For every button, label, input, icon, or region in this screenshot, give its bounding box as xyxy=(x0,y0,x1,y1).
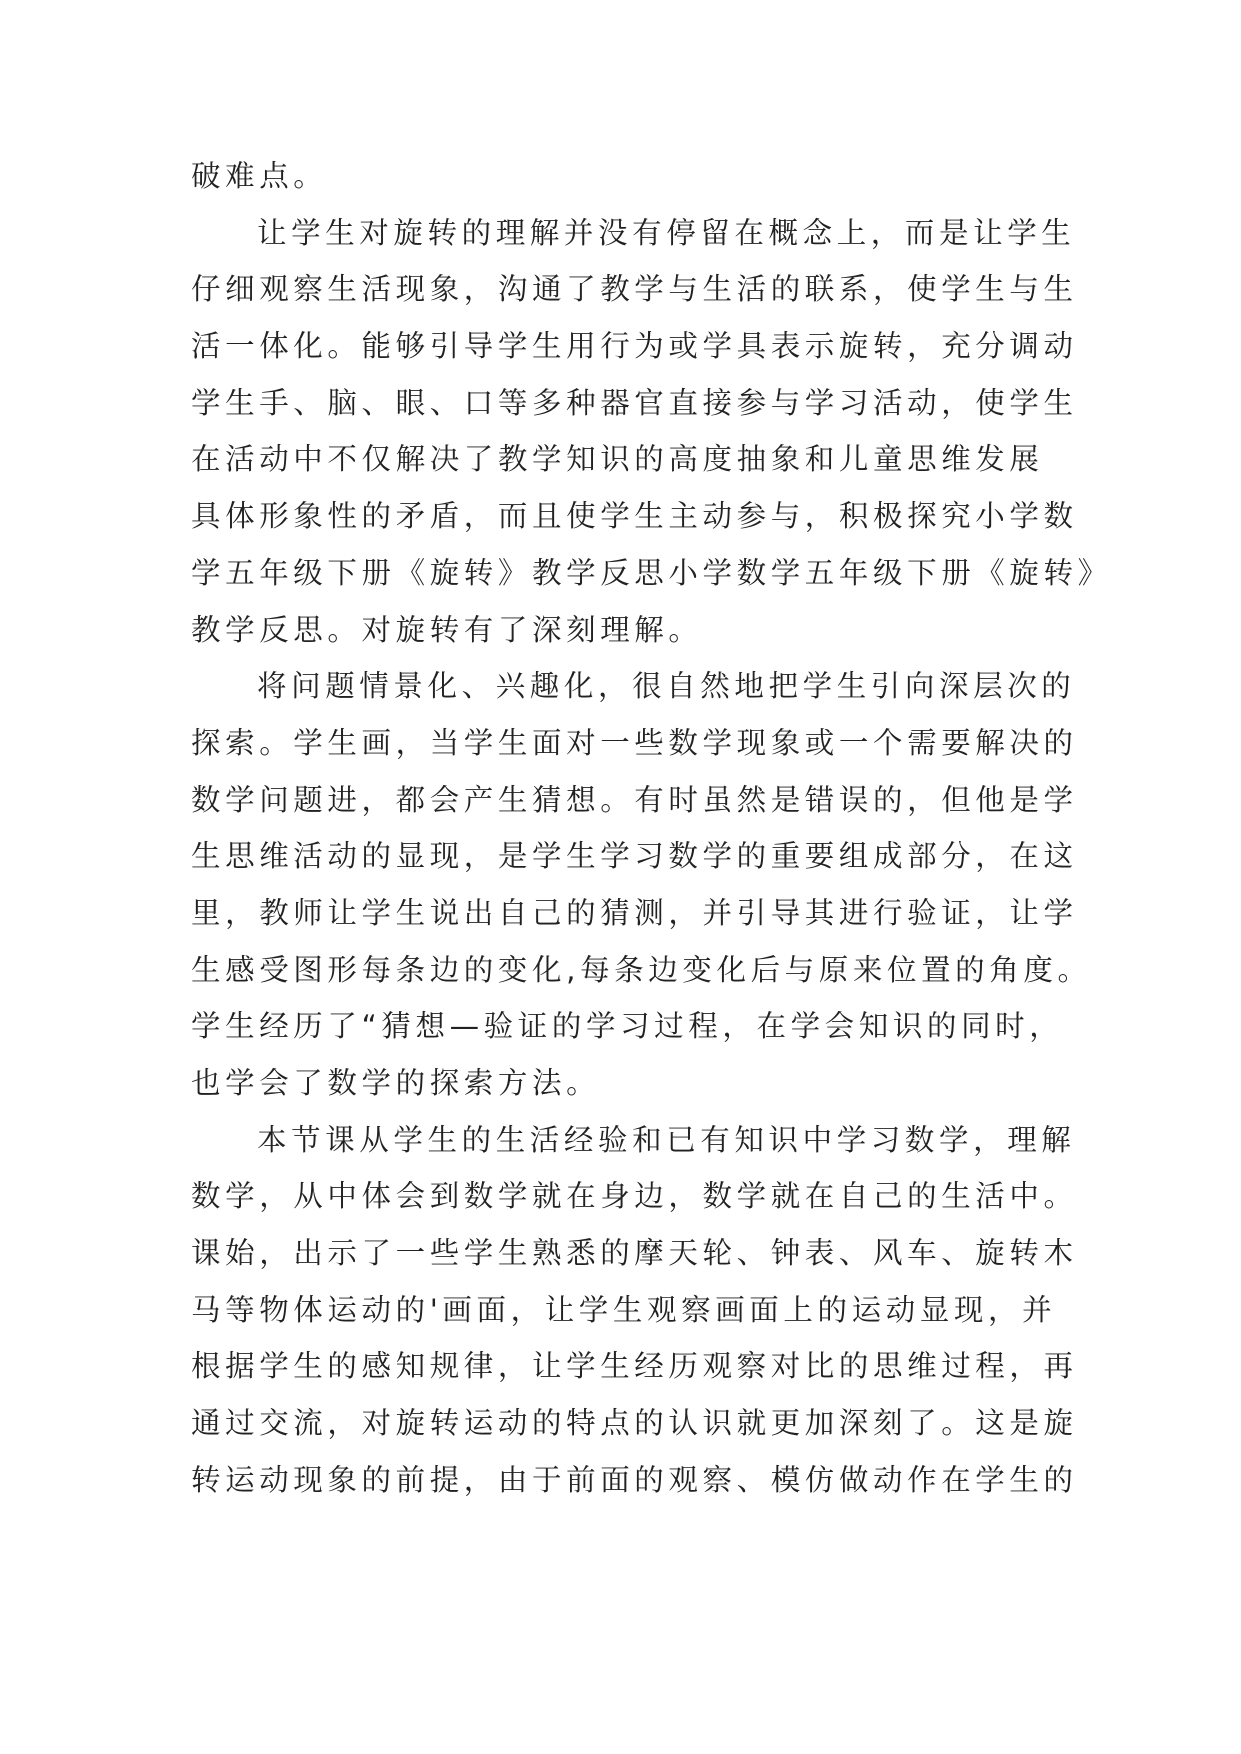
text-line: 探索。学生画，当学生面对一些数学现象或一个需要解决的 xyxy=(191,725,1078,760)
text-line: 生思维活动的显现，是学生学习数学的重要组成部分，在这 xyxy=(191,839,1078,874)
text-line: 教学反思。对旋转有了深刻理解。 xyxy=(191,612,703,647)
text-line: 转运动现象的前提，由于前面的观察、模仿做动作在学生的 xyxy=(191,1462,1078,1497)
text-line: 具体形象性的矛盾，而且使学生主动参与，积极探究小学数 xyxy=(191,499,1078,534)
text-line: 马等物体运动的'画面，让学生观察画面上的运动显现，并 xyxy=(191,1292,1057,1327)
document-body xyxy=(191,148,1112,1509)
text-line: 里，教师让学生说出自己的猜测，并引导其进行验证，让学 xyxy=(191,895,1078,930)
paragraph-first-line: 让学生对旋转的理解并没有停留在概念上，而是让学生 xyxy=(257,215,1076,250)
text-line: 破难点。 xyxy=(191,159,328,193)
text-line: 学生经历了“猜想—验证的学习过程，在学会知识的同时， xyxy=(191,1009,1064,1044)
paragraph-first-line: 本节课从学生的生活经验和已有知识中学习数学，理解 xyxy=(257,1122,1076,1157)
text-line: 在活动中不仅解决了教学知识的高度抽象和儿童思维发展 xyxy=(191,442,1044,477)
text-line: 学生手、脑、眼、口等多种器官直接参与学习活动，使学生 xyxy=(191,385,1078,420)
text-line: 数学，从中体会到数学就在身边，数学就在自己的生活中。 xyxy=(191,1179,1078,1214)
text-line: 仔细观察生活现象，沟通了教学与生活的联系，使学生与生 xyxy=(191,272,1078,307)
text-line: 通过交流，对旋转运动的特点的认识就更加深刻了。这是旋 xyxy=(191,1406,1078,1441)
paragraph-first-line: 将问题情景化、兴趣化，很自然地把学生引向深层次的 xyxy=(257,669,1076,704)
text-line: 根据学生的感知规律，让学生经历观察对比的思维过程，再 xyxy=(191,1349,1078,1384)
text-line: 课始，出示了一些学生熟悉的摩天轮、钟表、风车、旋转木 xyxy=(191,1236,1078,1271)
text-line: 活一体化。能够引导学生用行为或学具表示旋转，充分调动 xyxy=(191,329,1078,364)
text-line: 数学问题进，都会产生猜想。有时虽然是错误的，但他是学 xyxy=(191,782,1078,817)
text-line: 也学会了数学的探索方法。 xyxy=(191,1066,601,1100)
text-line: 学五年级下册《旋转》教学反思小学数学五年级下册《旋转》 xyxy=(191,555,1112,590)
text-line: 生感受图形每条边的变化,每条边变化后与原来位置的角度。 xyxy=(191,952,1092,987)
